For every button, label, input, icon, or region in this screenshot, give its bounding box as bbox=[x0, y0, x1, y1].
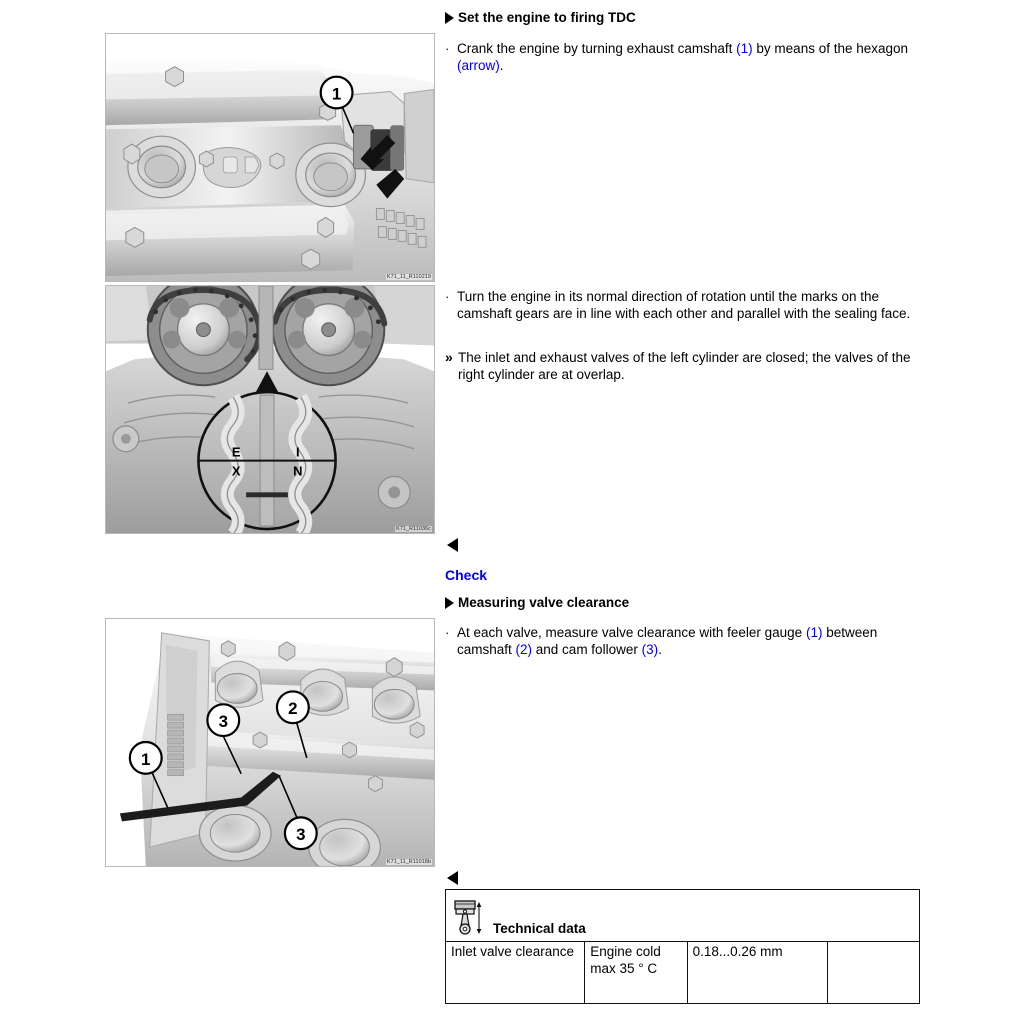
heading-set-firing-tdc bbox=[445, 9, 925, 26]
step-measure-clearance bbox=[445, 624, 925, 658]
bullet-dot-icon: · bbox=[445, 625, 450, 640]
ref-3: (3) bbox=[641, 642, 659, 657]
step-turn-engine-text: Turn the engine in its normal direction of rotation until the marks on the camshaft gears are in line with each other and parallel with the sealing face. bbox=[457, 289, 911, 321]
svg-text:2: 2 bbox=[288, 699, 298, 719]
ref-1: (1) bbox=[736, 41, 753, 56]
svg-text:I: I bbox=[296, 444, 300, 460]
step-valve-state-text: The inlet and exhaust valves of the left cylinder are closed; the valves of the right cylinder are at overlap. bbox=[458, 350, 911, 382]
triangle-right-icon bbox=[445, 12, 454, 24]
piston-measure-icon bbox=[451, 898, 487, 938]
triangle-left-icon bbox=[447, 871, 458, 885]
technical-data-condition: Engine cold max 35 ° C bbox=[585, 942, 687, 1004]
svg-text:1: 1 bbox=[141, 749, 151, 769]
section-end-marker-1 bbox=[447, 538, 458, 552]
svg-text:1: 1 bbox=[331, 84, 342, 104]
technical-data-label: Inlet valve clearance bbox=[446, 942, 585, 1004]
ref-1: (1) bbox=[805, 625, 823, 640]
triangle-left-icon bbox=[447, 538, 458, 552]
svg-text:E: E bbox=[231, 444, 241, 460]
figure-1-caption: K71_11_R110219 bbox=[386, 274, 431, 280]
ref-arrow: (arrow) bbox=[457, 58, 500, 73]
bullet-dot-icon: · bbox=[445, 41, 450, 56]
figure-2-caption: K71_R11036c bbox=[396, 526, 431, 532]
figure-2-illustration bbox=[106, 286, 434, 533]
section-title-check: Check bbox=[445, 567, 488, 583]
figure-camshaft-timing-marks bbox=[105, 285, 435, 534]
technical-data-header-cell bbox=[446, 890, 920, 942]
figure-3-caption: K71_11_R11018b bbox=[386, 859, 431, 865]
step-turn-engine bbox=[445, 288, 925, 322]
step-crank-engine bbox=[445, 40, 925, 74]
svg-text:X: X bbox=[231, 463, 241, 479]
figure-1-illustration bbox=[106, 34, 434, 281]
section-end-marker-2 bbox=[447, 871, 458, 885]
double-chevron-icon: » bbox=[445, 349, 453, 365]
technical-data-title: Technical data bbox=[493, 920, 586, 936]
svg-text:3: 3 bbox=[296, 825, 306, 845]
svg-text:3: 3 bbox=[218, 712, 228, 732]
heading-measuring-valve-clearance-label: Measuring valve clearance bbox=[458, 595, 630, 610]
technical-data-header-row bbox=[446, 890, 920, 942]
technical-data-value: 0.18...0.26 mm bbox=[687, 942, 827, 1004]
ref-2: (2) bbox=[515, 642, 533, 657]
technical-data-table bbox=[445, 889, 920, 1004]
triangle-right-icon bbox=[445, 597, 454, 609]
bullet-dot-icon: · bbox=[445, 289, 450, 304]
heading-set-firing-tdc-label: Set the engine to firing TDC bbox=[458, 10, 636, 25]
figure-3-illustration bbox=[106, 619, 434, 866]
technical-data-extra bbox=[827, 942, 919, 1004]
figure-measuring-valve-clearance bbox=[105, 618, 435, 867]
heading-measuring-valve-clearance bbox=[445, 594, 925, 611]
step-crank-engine-text: Crank the engine by turning exhaust camshaft (1) by means of the hexagon (arrow). bbox=[457, 41, 909, 73]
step-valve-state-result bbox=[445, 349, 925, 383]
table-row bbox=[446, 942, 920, 1004]
step-measure-clearance-text: At each valve, measure valve clearance with feeler gauge (1) between camshaft (2) and cam follower (3). bbox=[457, 625, 878, 657]
svg-text:N: N bbox=[293, 463, 303, 479]
figure-engine-firing-tdc bbox=[105, 33, 435, 282]
